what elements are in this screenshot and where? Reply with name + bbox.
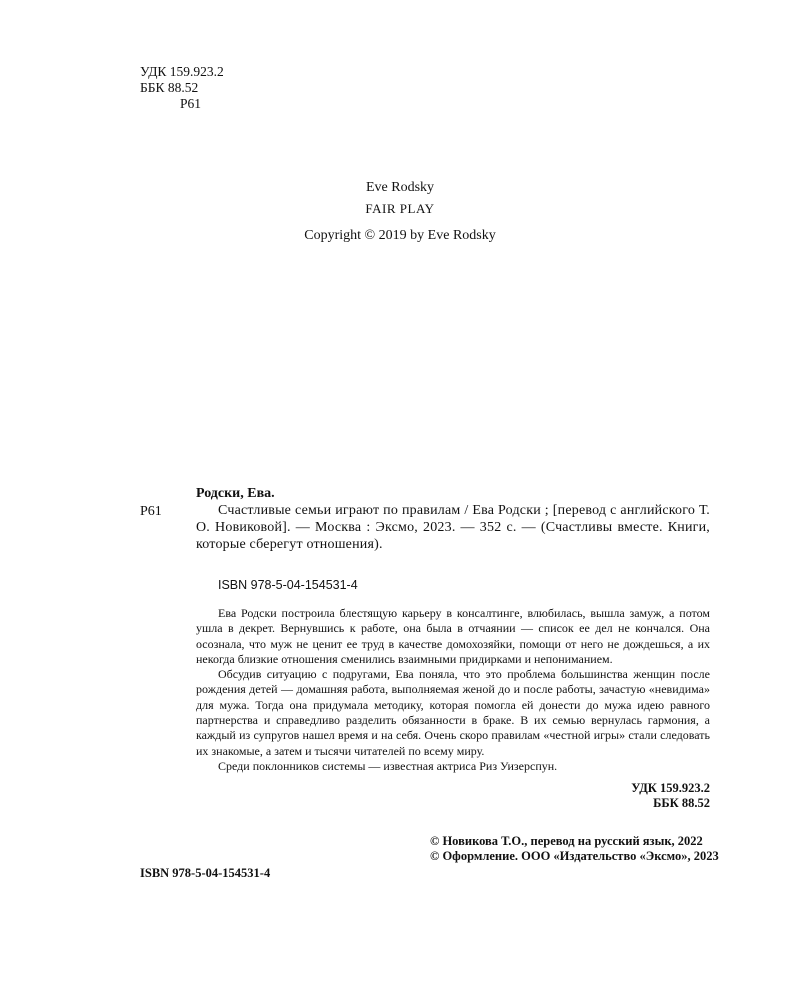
bbk-value: 88.52 (167, 80, 199, 95)
classification-codes-bottom (631, 781, 710, 811)
bbk-line (140, 80, 224, 96)
index-code: Р61 (140, 504, 162, 519)
classification-block (140, 64, 224, 112)
annotation (196, 606, 710, 774)
annotation-paragraph: Обсудив ситуацию с подругами, Ева поняла, что это проблема большинства женщин после рождения детей — домашняя работа, выполняемая женой до и после работы, зачастую «невидима» для мужа. Тогда она придумала методику, которая помогла ей донести до мужа идею равного партнерства и справедливо разделить обязанности в браке. В их семью вернулась гармония, а каждый из супругов нашел время и на себя. Очень скоро правилам «честной игры» стали следовать их знакомые, а затем и тысячи читателей по всему миру. (196, 667, 710, 758)
udk-label: УДК (140, 64, 167, 79)
original-title: FAIR PLAY (365, 201, 435, 216)
bbk-bottom: ББК 88.52 (653, 796, 710, 810)
author-code: Р61 (180, 96, 202, 111)
udk-line (140, 64, 224, 80)
isbn-bottom: ISBN 978-5-04-154531-4 (140, 866, 271, 880)
copyright-design: © Оформление. ООО «Издательство «Эксмо», 2023 (430, 848, 719, 863)
udk-value: 159.923.2 (169, 64, 224, 79)
bbk-label: ББК (140, 80, 165, 95)
annotation-paragraph: Среди поклонников системы — известная актриса Риз Уизерспун. (218, 758, 558, 773)
original-copyright: Copyright © 2019 by Eve Rodsky (304, 228, 496, 243)
author-heading: Родски, Ева. (196, 486, 275, 501)
annotation-paragraph: Ева Родски построила блестящую карьеру в консалтинге, влюбилась, вышла замуж, а потом ушла в декрет. Вернувшись к работе, она была в отчаянии — список ее дел не кончался. Она осознала, что муж не ценит ее труд в качестве домохозяйки, помощи от него не дождешься, а их некогда близкие отношения сменились взаимными придирками и непониманием. (196, 606, 710, 666)
udk-bottom: УДК 159.923.2 (631, 781, 710, 795)
isbn-card: ISBN 978-5-04-154531-4 (218, 578, 358, 592)
original-author: Eve Rodsky (365, 180, 435, 195)
copyright-translation: © Новикова Т.О., перевод на русский язык, 2022 (430, 834, 703, 848)
bibliographic-description: Счастливые семьи играют по правилам / Ева Родски ; [перевод с английского Т. О. Новиковой]. — Москва : Эксмо, 2023. — 352 с. — (Счастливы вместе. Книги, которые сберегут отношения). (196, 503, 710, 552)
copyright-block (430, 834, 720, 863)
